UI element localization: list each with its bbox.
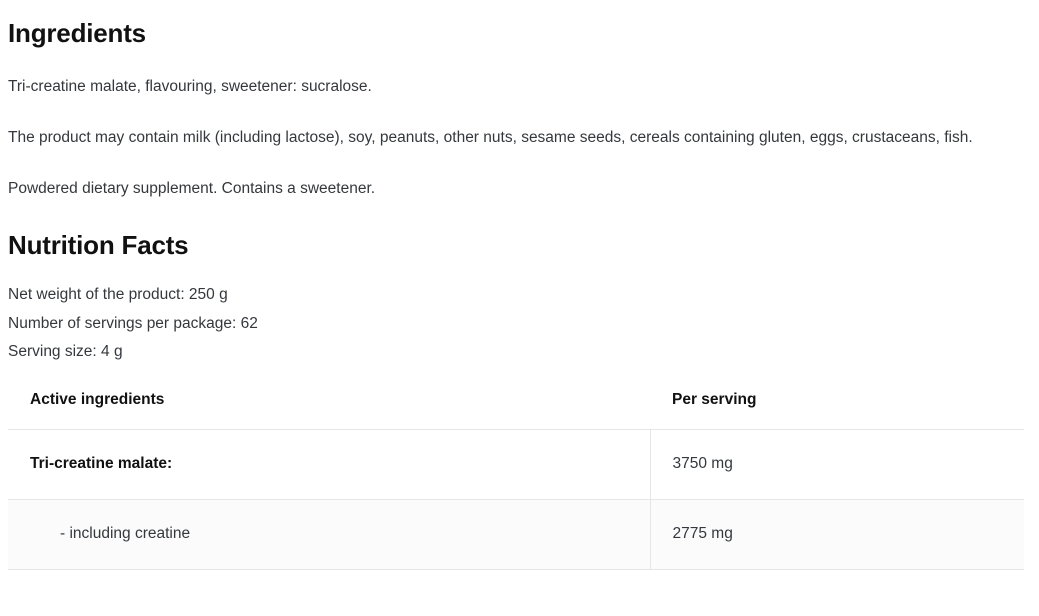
nutrition-table xyxy=(8,387,1024,570)
ingredients-composition-text: Tri-creatine malate, flavouring, sweetener: sucralose. xyxy=(8,78,372,95)
table-cell-ingredient-name: Tri-creatine malate: xyxy=(8,429,650,499)
page-title-ingredients: Ingredients xyxy=(8,18,146,48)
table-cell-ingredient-value: 3750 mg xyxy=(650,429,1024,499)
table-header-row xyxy=(8,387,1024,430)
nutrition-facts-list xyxy=(8,261,1031,367)
table-row xyxy=(8,499,1024,569)
fact-net-weight: Net weight of the product: 250 g xyxy=(8,286,228,303)
page-title-nutrition-facts: Nutrition Facts xyxy=(8,230,189,260)
fact-servings-per-package: Number of servings per package: 62 xyxy=(8,314,258,332)
table-cell-ingredient-value: 2775 mg xyxy=(650,499,1024,569)
table-cell-ingredient-name: - including creatine xyxy=(8,499,650,569)
fact-serving-size: Serving size: 4 g xyxy=(8,343,123,360)
ingredients-allergen-text: The product may contain milk (including lactose), soy, peanuts, other nuts, sesame seeds, cereals containing gluten, eggs, crustaceans, fish. xyxy=(8,129,973,146)
table-header-active-ingredients: Active ingredients xyxy=(30,390,165,408)
table-row xyxy=(8,429,1024,499)
ingredients-supplement-note-text: Powdered dietary supplement. Contains a sweetener. xyxy=(8,180,376,197)
table-header-per-serving: Per serving xyxy=(672,390,757,408)
